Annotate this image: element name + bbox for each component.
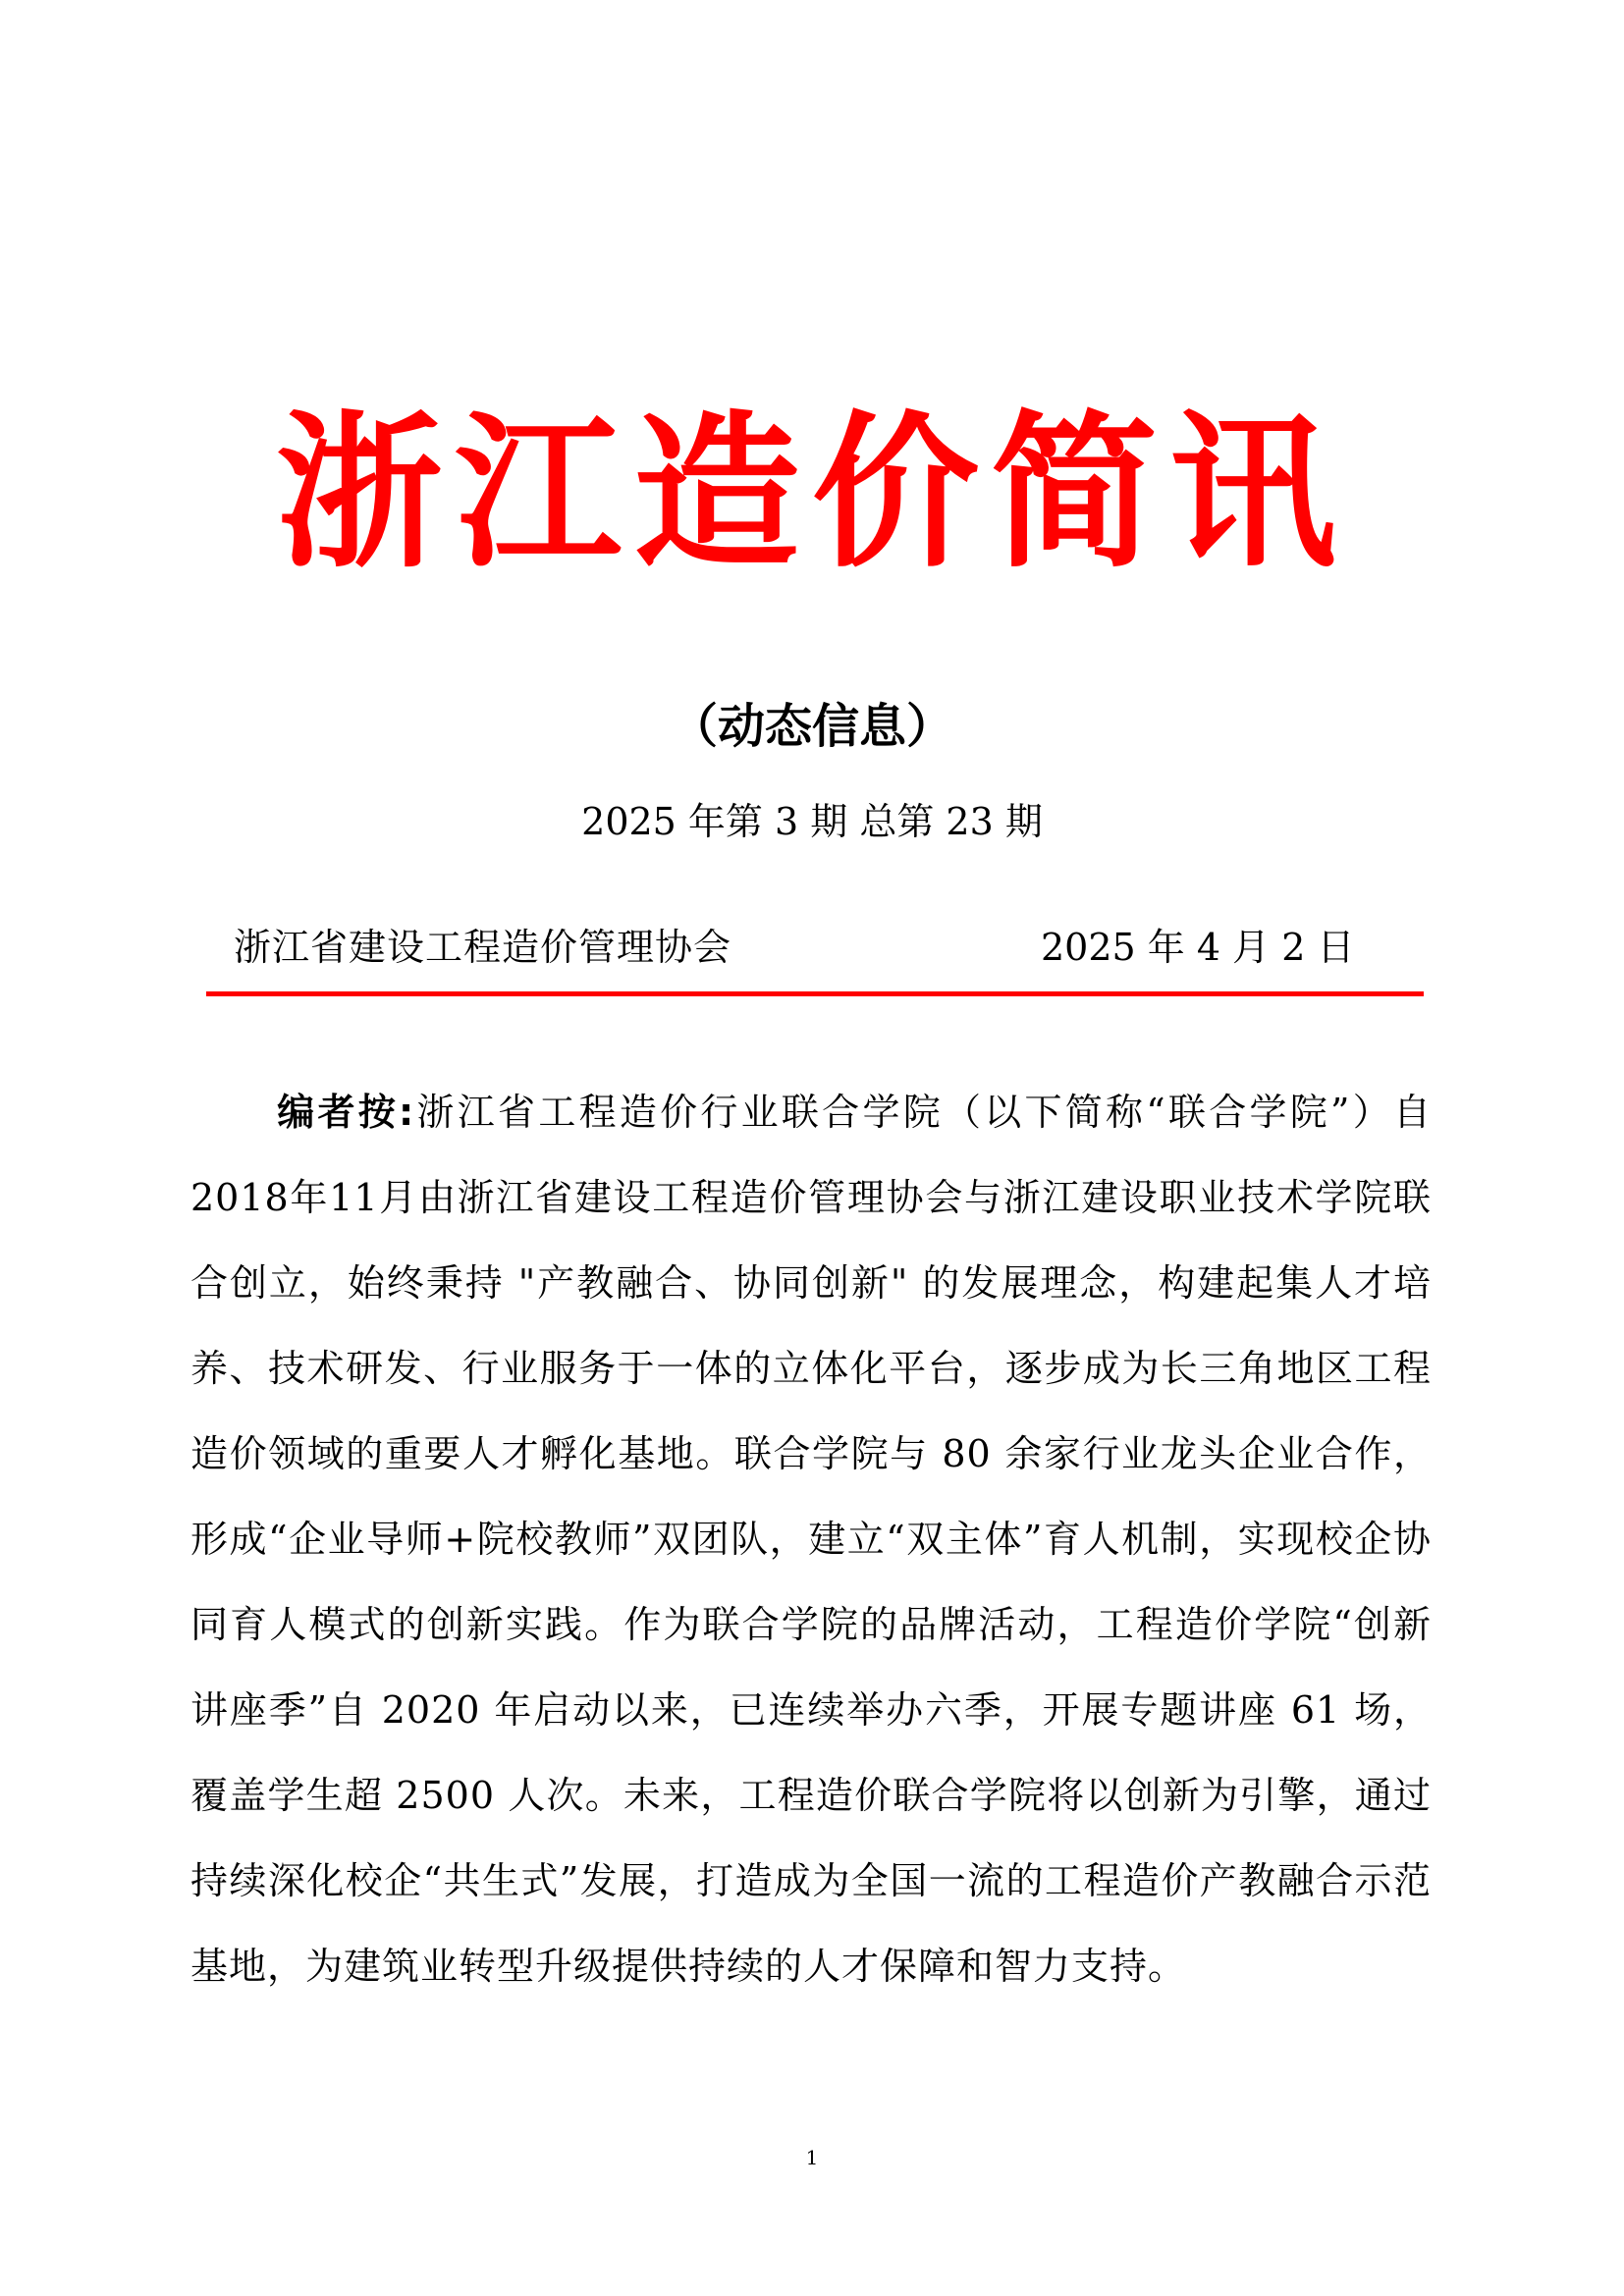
page-number: 1 [805, 2146, 819, 2169]
editor-note-label: 编者按: [275, 1091, 415, 1134]
publication-date: 2025 年 4 月 2 日 [1041, 926, 1355, 969]
editor-note-body: 浙江省工程造价行业联合学院（以下简称“联合学院”）自2018年11月由浙江省建设工程造价管理协会与浙江建设职业技术学院联合创立，始终秉持 "产教融合、协同创新" 的发展理念，构建起集人才培养、技术研发、行业服务于一体的立体化平台，逐步成为长三角地区工程造价领域的重要人才孵化基地。联合学院与 80 余家行业龙头企业合作，形成“企业导师+院校教师”双团队，建立“双主体”育人机制，实现校企协同育人模式的创新实践。作为联合学院的品牌活动，工程造价学院“创新讲座季”自 2020 年启动以来，已连续举办六季，开展专题讲座 61 场，覆盖学生超 2500 人次。未来，工程造价联合学院将以创新为引擎，通过持续深化校企“共生式”发展，打造成为全国一流的工程造价产教融合示范基地，为建筑业转型升级提供持续的人才保障和智力支持。 [190, 1091, 1433, 1988]
issue-number: 2025 年第 3 期 总第 23 期 [581, 800, 1043, 843]
publisher-name: 浙江省建设工程造价管理协会 [234, 926, 732, 969]
editor-note [190, 1070, 1432, 2009]
masthead-subtitle: （动态信息） [670, 699, 953, 754]
masthead-title: 浙江造价简讯 [275, 397, 1348, 591]
header-divider [206, 991, 1424, 996]
